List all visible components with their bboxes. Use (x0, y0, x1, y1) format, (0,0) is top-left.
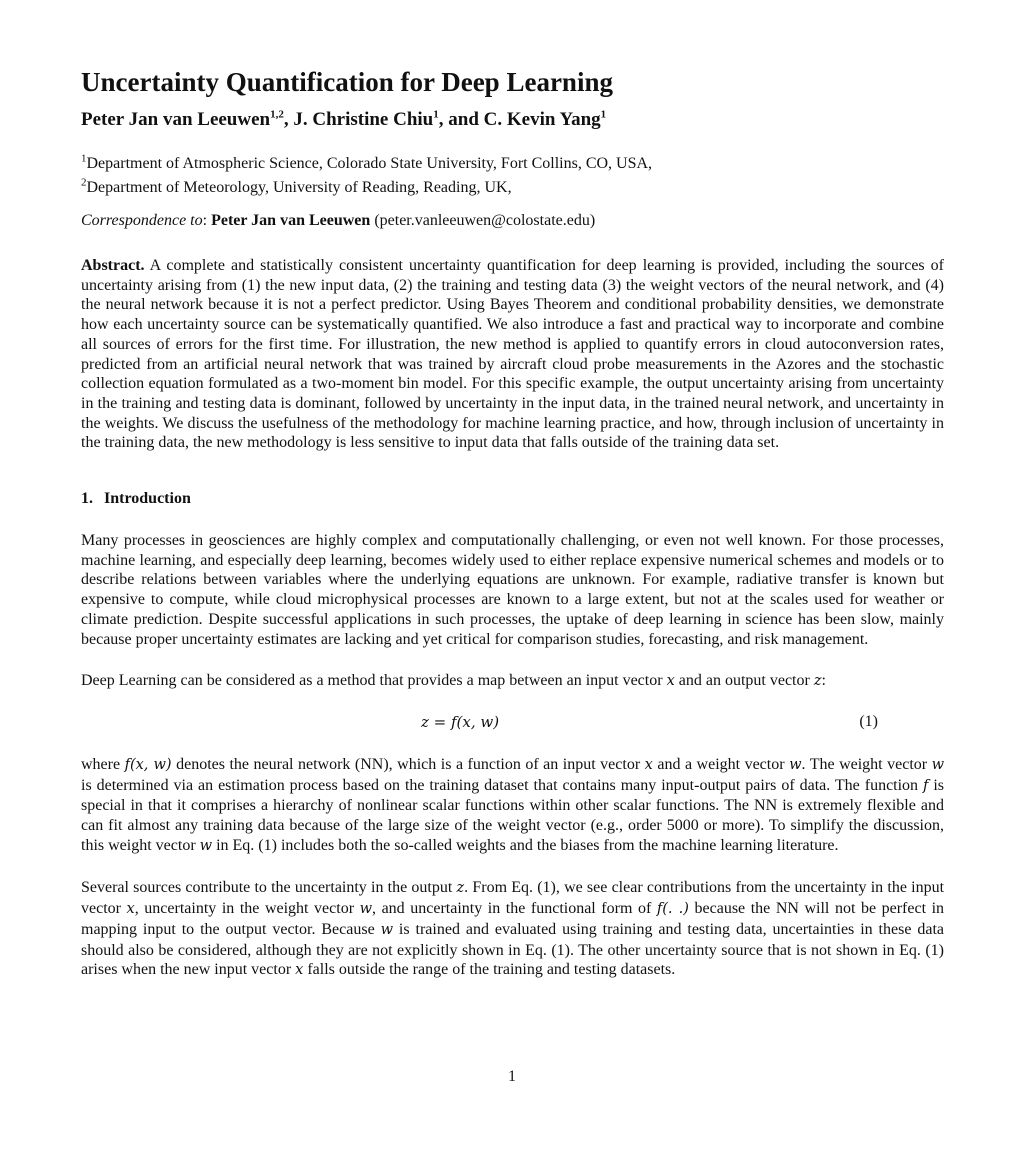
affiliation-2 (81, 176, 944, 200)
text-run: and an output vector (674, 672, 814, 690)
correspondence-email[interactable]: (peter.vanleeuwen@colostate.edu) (370, 212, 596, 229)
equation-expression: z = f(x, w) (421, 712, 500, 731)
paragraph-1: Many processes in geosciences are highly complex and computationally challenging, or even not well known. For those processes, machine learning, and especially deep learning, becomes widely used to either replace expensive numerical schemes and models or to describe relations between variables where the underlying equations are unknown. For example, radiative transfer is known but expensive to compute, while cloud microphysical processes are known to a large extent, but not at the scales used for weather or climate prediction. Despite successful applications in such processes, the uptake of deep learning in science has been slow, mainly because proper uncertainty estimates are lacking and yet critical for comparison studies, forecasting, and risk management. (81, 532, 944, 648)
author-list (81, 108, 944, 132)
text-run: is determined via an estimation process based on the training dataset that contains many input-output pairs of data. The function (81, 776, 924, 794)
author-2-affil: 1 (433, 108, 439, 121)
affiliation-marker: 2 (81, 176, 87, 189)
equation-number: (1) (859, 712, 878, 730)
abstract (81, 256, 944, 453)
math-symbol: z (456, 880, 465, 897)
section-number: 1. (81, 490, 93, 508)
affiliation-marker: 1 (81, 152, 87, 165)
correspondence-colon: : (202, 212, 212, 229)
math-symbol: w (359, 901, 373, 918)
text-run: because the NN will not be perfect in mapping input to the output vector. Because (81, 900, 945, 938)
correspondence (81, 209, 944, 233)
text-run: where (81, 755, 125, 773)
math-symbol: x (126, 901, 135, 918)
text-run: is trained and evaluated using training and testing data, uncertainties in these data should also be considered, although they are not explicitly shown in Eq. (1). The other uncertainty source that is not shown in Eq. (1) arises when the new input vector (81, 920, 944, 979)
abstract-text: A complete and statistically consistent uncertainty quantification for deep learning is provided, including the sources of uncertainty arising from (1) the new input data, (2) the training and testing data (3) the weight vectors of the neural network, and (4) the neural network because it is not a perfect predictor. Using Bayes Theorem and conditional probability densities, we demonstrate how each uncertainty source can be systematically quantified. We also introduce a fast and practical way to incorporate and combine all sources of errors for the first time. For illustration, the new method is applied to quantify errors in cloud autoconversion rates, predicted from an artificial neural network that was trained by aircraft cloud probe measurements in the Azores and the stochastic collection equation formulated as a two-moment bin model. For this specific example, the output uncertainty arising from uncertainty in the training and testing data is dominant, followed by uncertainty in the input data, in the trained neural network, and uncertainty in the weights. We discuss the usefulness of the methodology for machine learning practice, and how, through inclusion of uncertainty in the training data, the new methodology is less sensitive to input data that falls outside of the training data set. (81, 257, 944, 452)
math-symbol: w (380, 921, 394, 938)
paragraph-2 (81, 671, 944, 692)
text-run: in Eq. (1) includes both the so-called weights and the biases from the machine learning literature. (212, 836, 839, 854)
abstract-label: Abstract. (81, 257, 145, 274)
math-symbol: x (295, 962, 304, 979)
affiliation-text: Department of Atmospheric Science, Colorado State University, Fort Collins, CO, USA, (86, 155, 653, 172)
text-run: , and uncertainty in the functional form of (372, 900, 657, 918)
math-symbol: f (923, 777, 929, 794)
affiliation-1 (81, 152, 944, 176)
math-symbol: f(. .) (656, 901, 689, 918)
page-number: 1 (508, 1068, 516, 1085)
math-symbol: z (813, 673, 822, 690)
affiliations (81, 152, 944, 200)
text-run: . From Eq. (1), we see clear contributions from the uncertainty in the input vector (81, 879, 945, 918)
text-run: falls outside the range of the training and testing datasets. (303, 961, 676, 979)
math-symbol: w (199, 837, 213, 854)
text-run: , uncertainty in the weight vector (134, 900, 360, 918)
paragraph-4 (81, 878, 944, 981)
author-separator: , and (438, 109, 484, 130)
math-symbol: w (789, 756, 802, 773)
math-symbol: x (644, 756, 653, 773)
author-separator: , (283, 109, 294, 130)
author-1: Peter Jan van Leeuwen (81, 109, 271, 130)
text-run: denotes the neural network (NN), which is a function of an input vector (171, 755, 645, 773)
correspondence-name: Peter Jan van Leeuwen (211, 212, 371, 229)
text-run: Deep Learning can be considered as a method that provides a map between an input vector (81, 672, 667, 690)
paragraph-3 (81, 755, 944, 857)
text-run: : (821, 672, 826, 690)
author-2: J. Christine Chiu (293, 109, 434, 130)
correspondence-label: Correspondence to (81, 212, 203, 229)
affiliation-text: Department of Meteorology, University of Reading, Reading, UK, (86, 179, 512, 196)
section-heading (81, 489, 944, 509)
equation-1 (81, 713, 944, 733)
author-1-affil: 1,2 (270, 108, 284, 121)
math-symbol: f(x, w) (124, 756, 172, 773)
paper-page (81, 60, 944, 981)
section-title: Introduction (104, 490, 191, 508)
text-run: Several sources contribute to the uncertainty in the output (81, 879, 457, 897)
math-symbol: w (931, 756, 945, 773)
text-run: . The weight vector (801, 755, 932, 773)
text-run: is special in that it comprises a hierarchy of nonlinear scalar functions within other scalar functions. The NN is extremely flexible and can fit almost any training data because of the large size of the weight vector (e.g., order 5000 or more). To simplify the discussion, this weight vector (81, 776, 945, 854)
text-run: and a weight vector (652, 755, 790, 773)
author-3: C. Kevin Yang (483, 109, 601, 130)
paper-title: Uncertainty Quantification for Deep Learning (81, 67, 613, 97)
math-symbol: x (666, 673, 675, 690)
author-3-affil: 1 (600, 108, 607, 121)
